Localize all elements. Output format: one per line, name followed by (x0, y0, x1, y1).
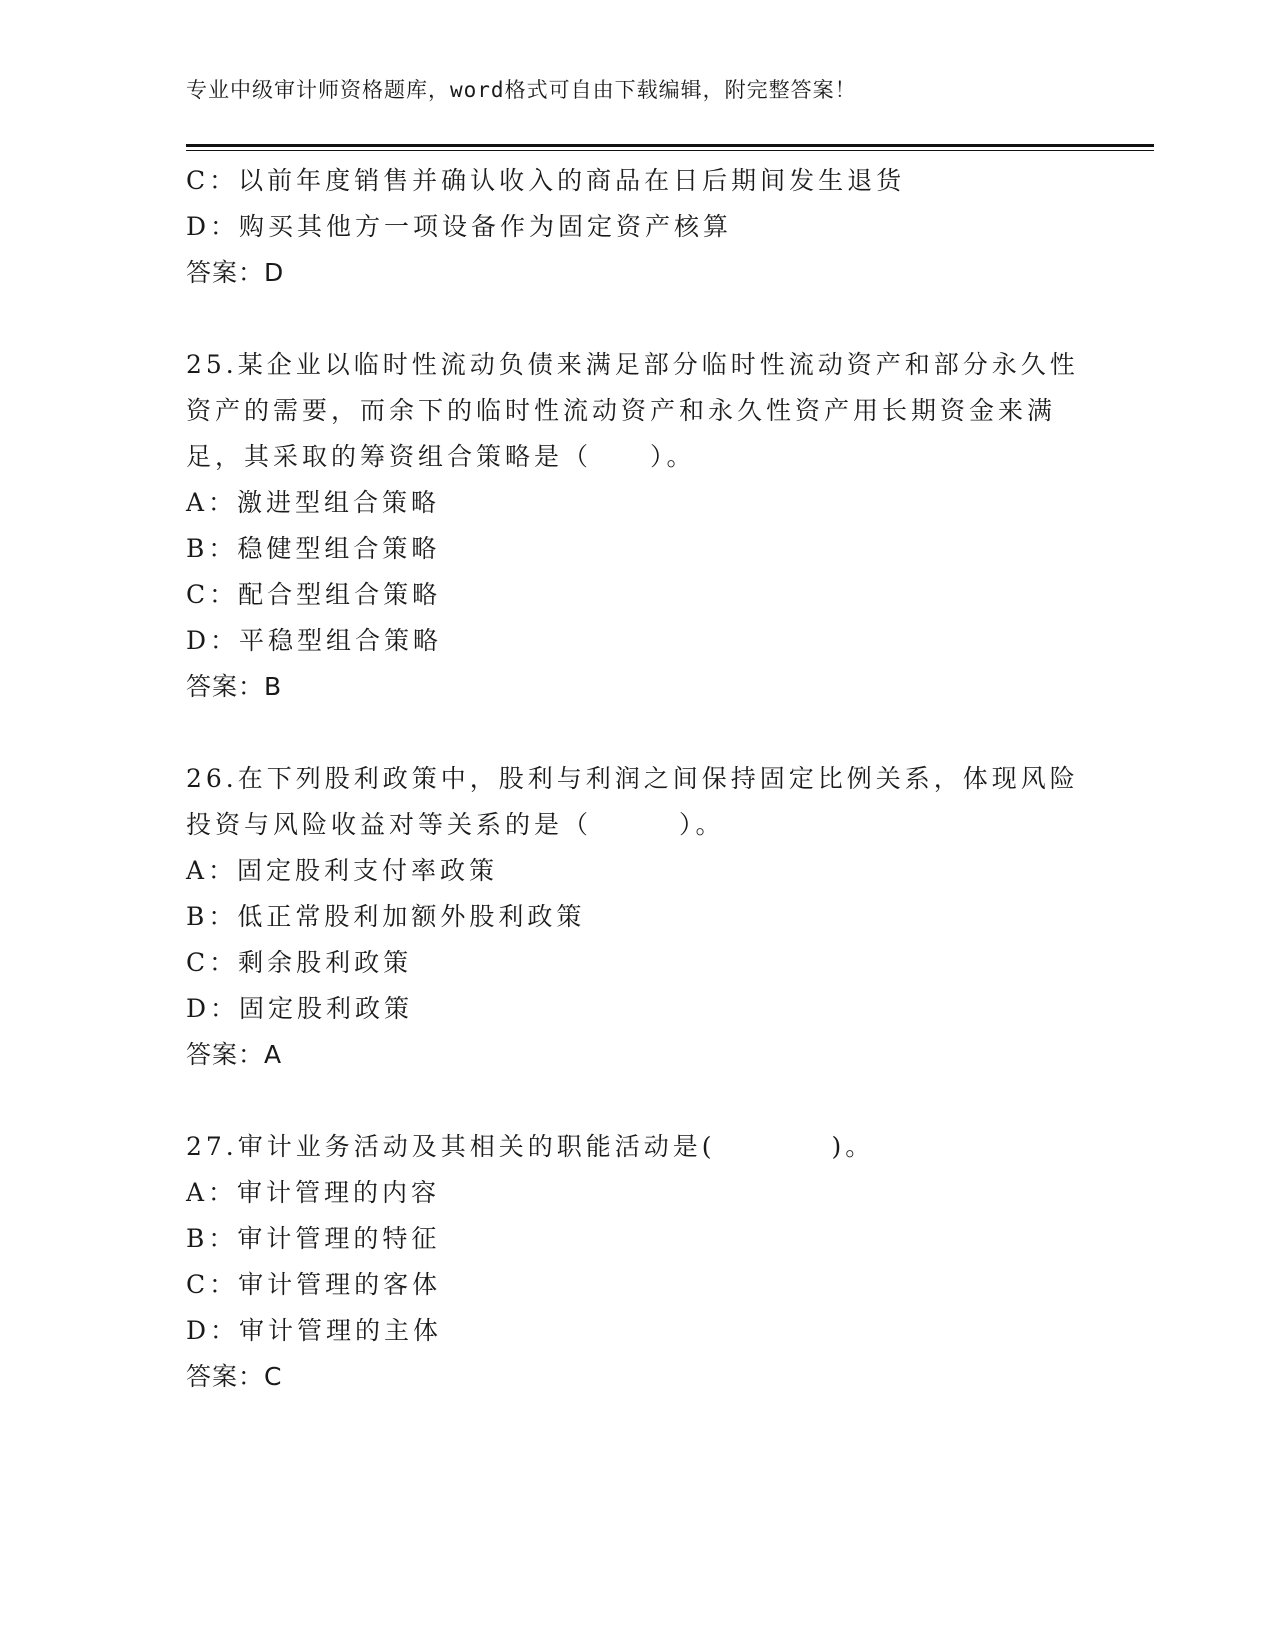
option-b: B：审计管理的特征 (186, 1224, 441, 1253)
option-d: D：固定股利政策 (186, 994, 414, 1023)
option-c: C：以前年度销售并确认收入的商品在日后期间发生退货 (186, 166, 906, 195)
question-stem: 26.在下列股利政策中，股利与利润之间保持固定比例关系，体现风险投资与风险收益对等关系的是（ ）。 (186, 764, 1079, 839)
option-d: D：审计管理的主体 (186, 1316, 443, 1345)
question-26 (186, 756, 1086, 1078)
question-25 (186, 342, 1086, 710)
option-b: B：稳健型组合策略 (186, 534, 441, 563)
option-c: C：剩余股利政策 (186, 948, 413, 977)
option-b: B：低正常股利加额外股利政策 (186, 902, 586, 931)
option-c: C：配合型组合策略 (186, 580, 442, 609)
option-a: A：固定股利支付率政策 (186, 856, 499, 885)
option-d: D：购买其他方一项设备作为固定资产核算 (186, 212, 733, 241)
answer: 答案：A (186, 1040, 283, 1069)
question-list (186, 158, 1086, 1400)
question-27 (186, 1124, 1086, 1400)
option-a: A：激进型组合策略 (186, 488, 441, 517)
option-c: C：审计管理的客体 (186, 1270, 442, 1299)
answer: 答案：B (186, 672, 283, 701)
answer: 答案：D (186, 258, 285, 287)
header-divider-thin (186, 150, 1154, 151)
answer: 答案：C (186, 1362, 283, 1391)
option-d: D：平稳型组合策略 (186, 626, 443, 655)
question-stem: 27.审计业务活动及其相关的职能活动是( )。 (186, 1132, 875, 1161)
page-header: 专业中级审计师资格题库，word格式可自由下载编辑，附完整答案！ (186, 78, 857, 102)
header-divider-thick (186, 144, 1154, 147)
question-stem: 25.某企业以临时性流动负债来满足部分临时性流动资产和部分永久性资产的需要，而余下的临时性流动资产和永久性资产用长期资金来满足，其采取的筹资组合策略是（ ）。 (186, 350, 1079, 471)
option-a: A：审计管理的内容 (186, 1178, 441, 1207)
